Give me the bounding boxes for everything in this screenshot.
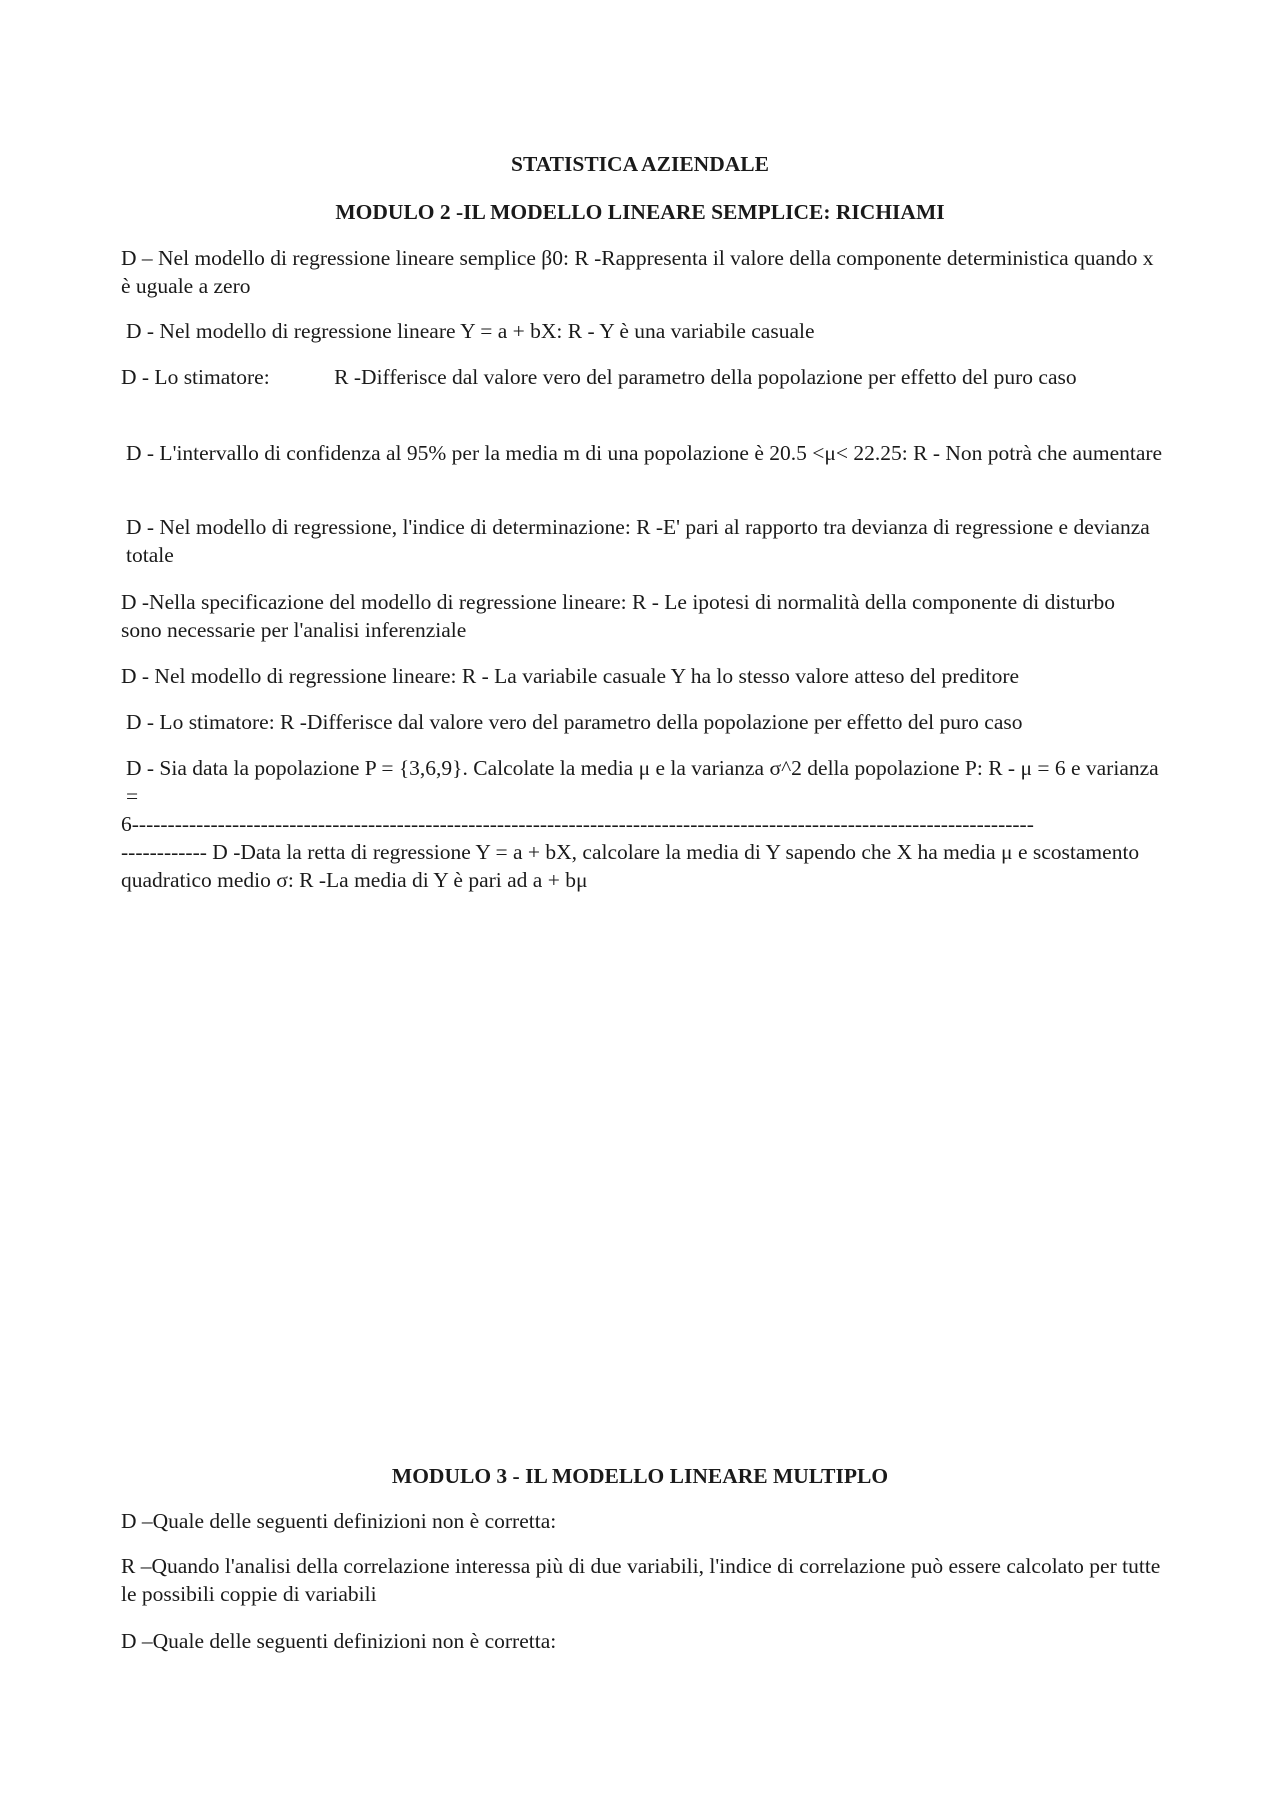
module-2-paragraph-2: D - Nel modello di regressione lineare Y = a + bX: R - Y è una variabile casuale: [126, 319, 815, 343]
module-3-paragraph-3: D –Quale delle seguenti definizioni non è corretta:: [121, 1629, 557, 1653]
module-3-heading: MODULO 3 - IL MODELLO LINEARE MULTIPLO: [391, 1464, 889, 1488]
module-2-paragraph-5: D - Nel modello di regressione, l'indice di determinazione: R -E' pari al rapporto tra devianza di regressione e devianza totale: [126, 515, 1150, 567]
module-2-paragraph-6: D -Nella specificazione del modello di regressione lineare: R - Le ipotesi di normalità della componente di disturbo sono necessarie per l'analisi inferenziale: [121, 590, 1116, 642]
module-2-paragraph-7: D - Nel modello di regressione lineare: R - La variabile casuale Y ha lo stesso valore atteso del preditore: [121, 664, 1020, 688]
module-2-paragraph-3: D - Lo stimatore: R -Differisce dal valore vero del parametro della popolazione per effetto del puro caso: [121, 365, 1077, 389]
document-title: STATISTICA AZIENDALE: [511, 152, 769, 176]
module-3-paragraph-2: R –Quando l'analisi della correlazione interessa più di due variabili, l'indice di correlazione può essere calcolato per tutte le possibili coppie di variabili: [121, 1554, 1161, 1606]
module-2-paragraph-4: D - L'intervallo di confidenza al 95% per la media m di una popolazione è 20.5 <μ< 22.25: R - Non potrà che aumentare: [126, 441, 1163, 465]
module-2-paragraph-10: ------------ D -Data la retta di regressione Y = a + bX, calcolare la media di Y sapendo che X ha media μ e scostamento quadratico medio σ: R -La media di Y è pari ad a + bμ: [121, 840, 1140, 892]
module-2-heading: MODULO 2 -IL MODELLO LINEARE SEMPLICE: RICHIAMI: [335, 200, 945, 224]
dash-separator: 6------------------------------------------------------------------------------------------------------------------------------: [121, 812, 1034, 836]
module-2-paragraph-8: D - Lo stimatore: R -Differisce dal valore vero del parametro della popolazione per effetto del puro caso: [126, 710, 1023, 734]
module-2-paragraph-9: D - Sia data la popolazione P = {3,6,9}. Calcolate la media μ e la varianza σ^2 della popolazione P: R - μ = 6 e varianza =: [126, 756, 1159, 808]
module-3-paragraph-1: D –Quale delle seguenti definizioni non è corretta:: [121, 1509, 557, 1533]
module-2-paragraph-1: D – Nel modello di regressione lineare semplice β0: R -Rappresenta il valore della componente deterministica quando x è uguale a zero: [121, 246, 1154, 298]
module-2-dash-line: [121, 810, 1161, 838]
